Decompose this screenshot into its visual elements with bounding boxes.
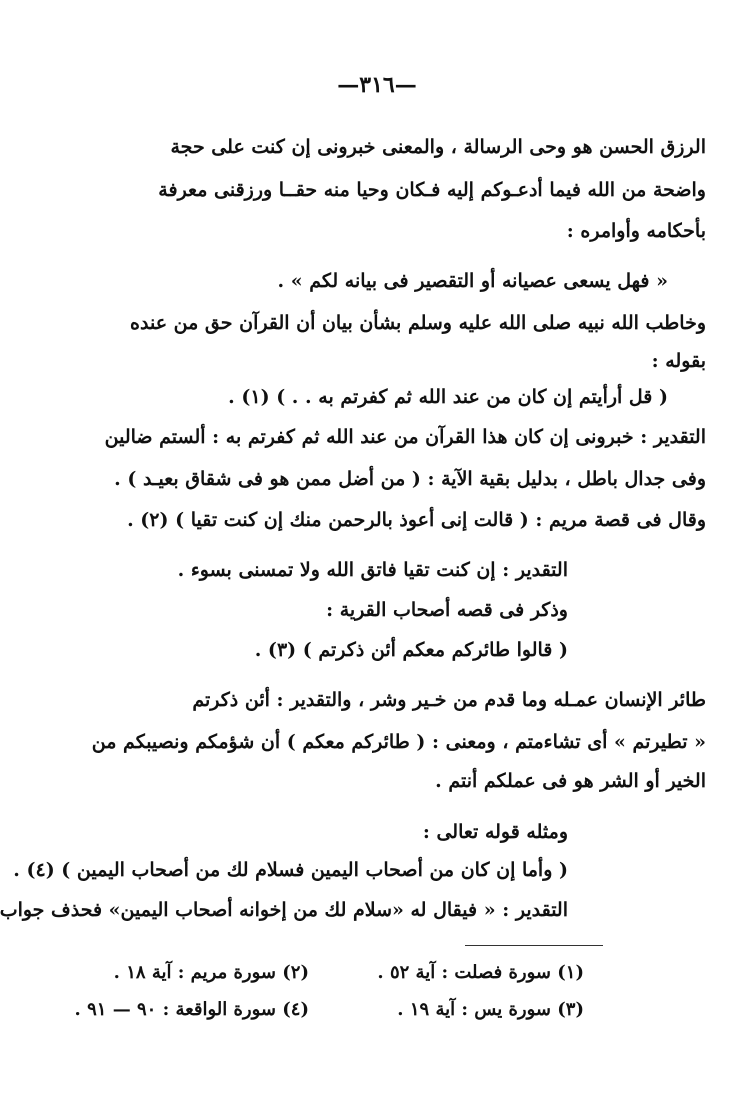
text-line: وخاطب الله نبيه صلى الله عليه وسلم بشأن بيان أن القرآن حق من عنده	[130, 312, 706, 334]
text-line: ( وأما إن كان من أصحاب اليمين فسلام لك من أصحاب اليمين ) (٤) .	[13, 859, 568, 881]
footnote: (٤) سورة الواقعة : ٩٠ — ٩١ .	[74, 999, 309, 1020]
text-line: وقال فى قصة مريم : ( قالت إنى أعوذ بالرحمن منك إن كنت تقيا ) (٢) .	[127, 509, 706, 531]
text-line: الخير أو الشر هو فى عملكم أنتم .	[435, 770, 706, 792]
text-line: بقوله :	[651, 350, 706, 372]
text-line: « تطيرتم » أى تشاءمتم ، ومعنى : ( طائركم معكم ) أن شؤمكم ونصيبكم من	[91, 731, 706, 753]
text-line: واضحة من الله فيما أدعـوكم إليه فـكان وحيا منه حقــا ورزقنى معرفة	[158, 179, 706, 201]
text-line: ومثله قوله تعالى :	[422, 821, 568, 843]
text-line: التقدير : خبرونى إن كان هذا القرآن من عند الله ثم كفرتم به : ألستم ضالين	[104, 426, 706, 448]
text-line: ( قل أرأيتم إن كان من عند الله ثم كفرتم به . . ) (١) .	[228, 386, 668, 408]
footnote: (٢) سورة مريم : آية ١٨ .	[113, 962, 309, 983]
text-line: وذكر فى قصه أصحاب القرية :	[326, 599, 568, 621]
text-line: التقدير : إن كنت تقيا فاتق الله ولا تمسنى بسوء .	[177, 559, 568, 581]
footnote: (٣) سورة يس : آية ١٩ .	[397, 999, 584, 1020]
text-line: التقدير : « فيقال له «سلام لك من إخوانه أصحاب اليمين» فحذف جواب	[0, 899, 568, 921]
footnote-separator	[465, 945, 603, 946]
text-line: وفى جدال باطل ، بدليل بقية الآية : ( من أضل ممن هو فى شقاق بعيـد ) .	[114, 468, 706, 490]
footnote: (١) سورة فصلت : آية ٥٢ .	[377, 962, 584, 983]
text-line: « فهل يسعى عصيانه أو التقصير فى بيانه لكم » .	[277, 270, 668, 292]
page-number: —٣١٦—	[337, 72, 417, 98]
text-line: طائر الإنسان عمـله وما قدم من خـير وشر ، والتقدير : أئن ذكرتم	[192, 689, 706, 711]
text-line: ( قالوا طائركم معكم أئن ذكرتم ) (٣) .	[254, 639, 568, 661]
text-line: بأحكامه وأوامره :	[566, 220, 706, 242]
text-line: الرزق الحسن هو وحى الرسالة ، والمعنى خبرونى إن كنت على حجة	[170, 136, 706, 158]
